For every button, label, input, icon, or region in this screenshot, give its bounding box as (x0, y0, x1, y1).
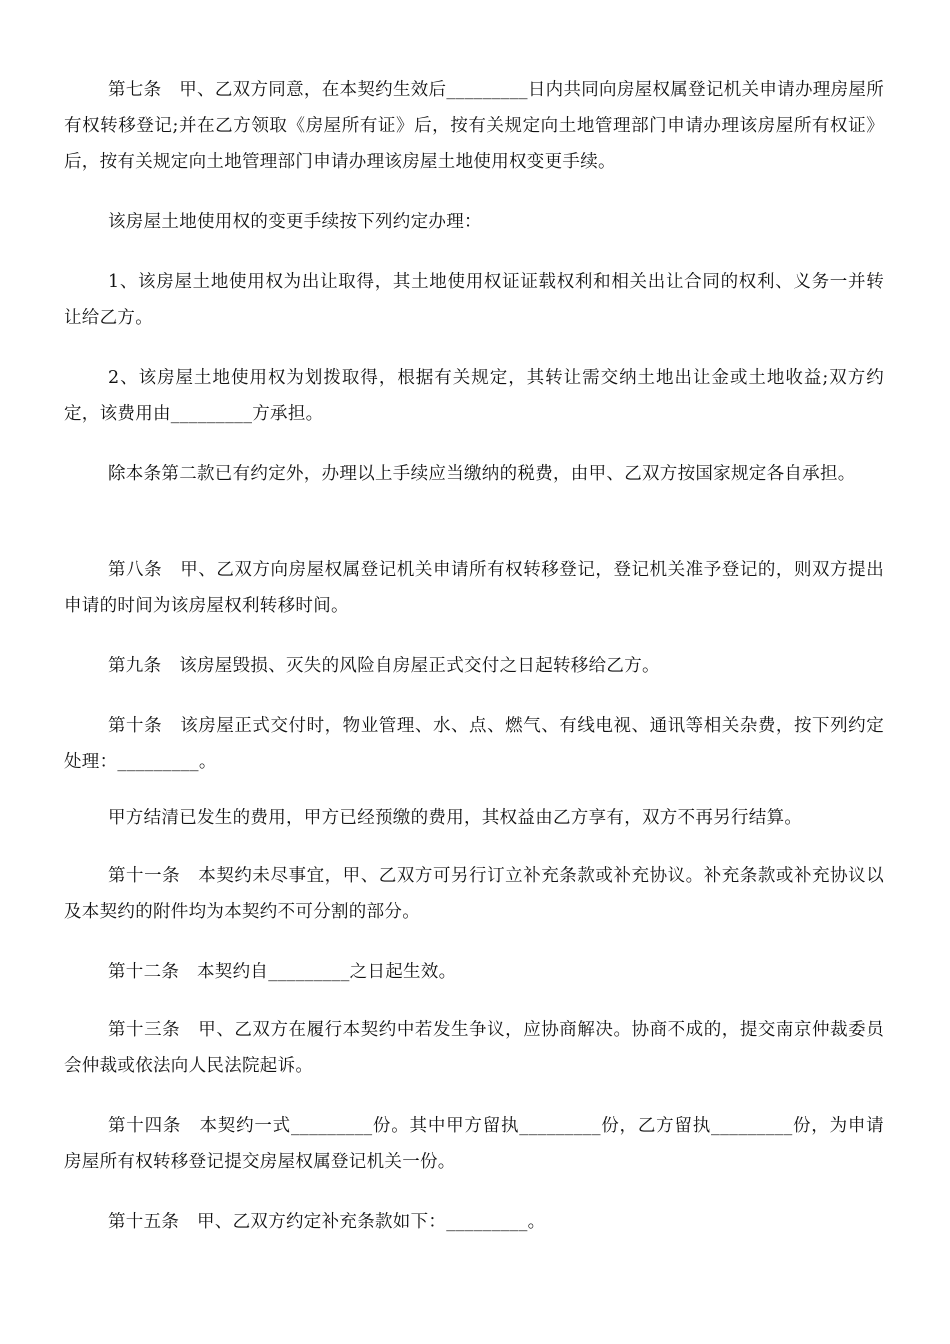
land-use-clause-2: 2、该房屋土地使用权为划拨取得，根据有关规定，其转让需交纳土地出让金或土地收益;双方约定，该费用由_________方承担。 (64, 368, 884, 424)
article-12-paragraph: 第十二条 本契约自_________之日起生效。 (108, 962, 457, 982)
tax-fee-paragraph: 除本条第二款已有约定外，办理以上手续应当缴纳的税费，由甲、乙双方按国家规定各自承担。 (108, 464, 856, 484)
article-11-paragraph: 第十一条 本契约未尽事宜，甲、乙双方可另行订立补充条款或补充协议。补充条款或补充协议以及本契约的附件均为本契约不可分割的部分。 (64, 866, 884, 922)
land-use-clause-1: 1、该房屋土地使用权为出让取得，其土地使用权证证载权利和相关出让合同的权利、义务一并转让给乙方。 (64, 272, 884, 328)
article-14-paragraph: 第十四条 本契约一式_________份。其中甲方留执_________份，乙方留执_________份，为申请房屋所有权转移登记提交房屋权属登记机关一份。 (64, 1116, 884, 1172)
article-15-paragraph: 第十五条 甲、乙双方约定补充条款如下：_________。 (108, 1212, 546, 1232)
article-9-paragraph: 第九条 该房屋毁损、灭失的风险自房屋正式交付之日起转移给乙方。 (108, 656, 660, 676)
article-7-paragraph: 第七条 甲、乙双方同意，在本契约生效后_________日内共同向房屋权属登记机关申请办理房屋所有权转移登记;并在乙方领取《房屋所有证》后，按有关规定向土地管理部门申请办理该房屋所有权证》后，按有关规定向土地管理部门申请办理该房屋土地使用权变更手续。 (64, 80, 884, 172)
article-10-paragraph: 第十条 该房屋正式交付时，物业管理、水、点、燃气、有线电视、通讯等相关杂费，按下列约定处理：_________。 (64, 716, 884, 772)
fee-settlement-paragraph: 甲方结清已发生的费用，甲方已经预缴的费用，其权益由乙方享有，双方不再另行结算。 (108, 808, 803, 828)
article-8-paragraph: 第八条 甲、乙双方向房屋权属登记机关申请所有权转移登记，登记机关准予登记的，则双方提出申请的时间为该房屋权利转移时间。 (64, 560, 884, 616)
land-use-procedure-intro: 该房屋土地使用权的变更手续按下列约定办理： (108, 212, 482, 232)
article-13-paragraph: 第十三条 甲、乙双方在履行本契约中若发生争议，应协商解决。协商不成的，提交南京仲裁委员会仲裁或依法向人民法院起诉。 (64, 1020, 884, 1076)
